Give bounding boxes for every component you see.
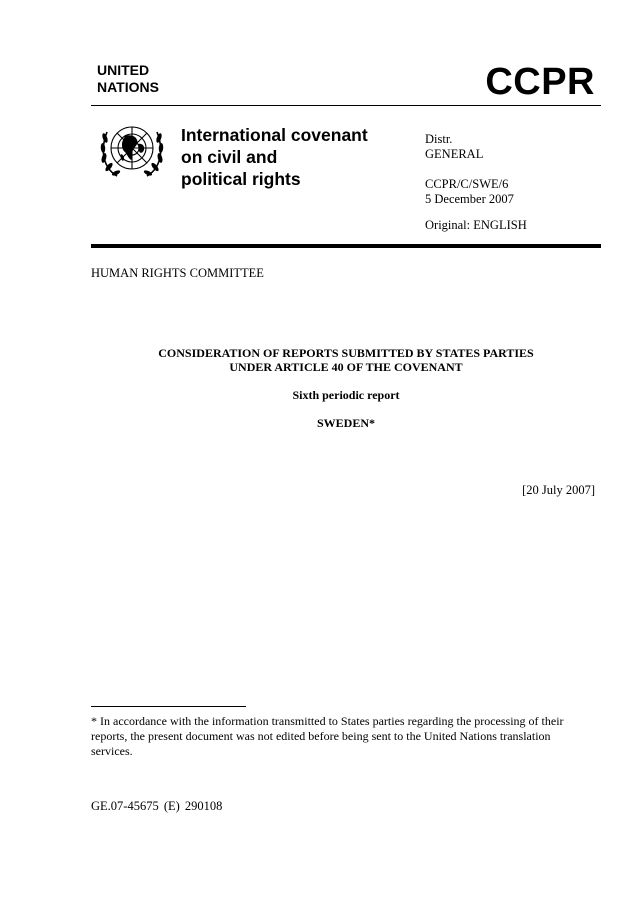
committee-name: HUMAN RIGHTS COMMITTEE [91, 266, 264, 280]
distr-value: GENERAL [425, 147, 484, 161]
doc-date: 5 December 2007 [425, 192, 514, 206]
document-title [91, 346, 601, 374]
org-line-1: UNITED [97, 62, 150, 78]
title-line-2: UNDER ARTICLE 40 OF THE COVENANT [229, 360, 463, 374]
covenant-title [181, 124, 368, 190]
document-series-symbol: CCPR [485, 61, 595, 103]
country-name: SWEDEN* [316, 416, 375, 430]
organization-name [97, 62, 159, 96]
footnote-divider [91, 706, 246, 707]
distr-spacer-2 [425, 207, 527, 218]
covenant-line-2: on civil and [181, 147, 278, 167]
covenant-line-1: International covenant [181, 125, 368, 145]
original-language: Original: ENGLISH [425, 218, 527, 232]
covenant-line-3: political rights [181, 169, 301, 189]
received-date: [20 July 2007] [522, 483, 595, 497]
distr-spacer [425, 162, 527, 177]
doc-symbol: CCPR/C/SWE/6 [425, 177, 509, 191]
distr-label: Distr. [425, 132, 453, 146]
footnote-text: * In accordance with the information transmitted to States parties regarding the processing of their reports, the present document was not edited before being sent to the United Nations translation services. [91, 714, 564, 758]
un-emblem-icon [97, 118, 167, 182]
org-line-2: NATIONS [97, 79, 159, 95]
header-divider [91, 105, 601, 106]
masthead-divider [91, 244, 601, 248]
report-type: Sixth periodic report [292, 388, 400, 402]
document-number: GE.07-45675 (E) 290108 [91, 799, 223, 813]
title-line-1: CONSIDERATION OF REPORTS SUBMITTED BY STATES PARTIES [158, 346, 534, 360]
distribution-block [425, 132, 527, 233]
